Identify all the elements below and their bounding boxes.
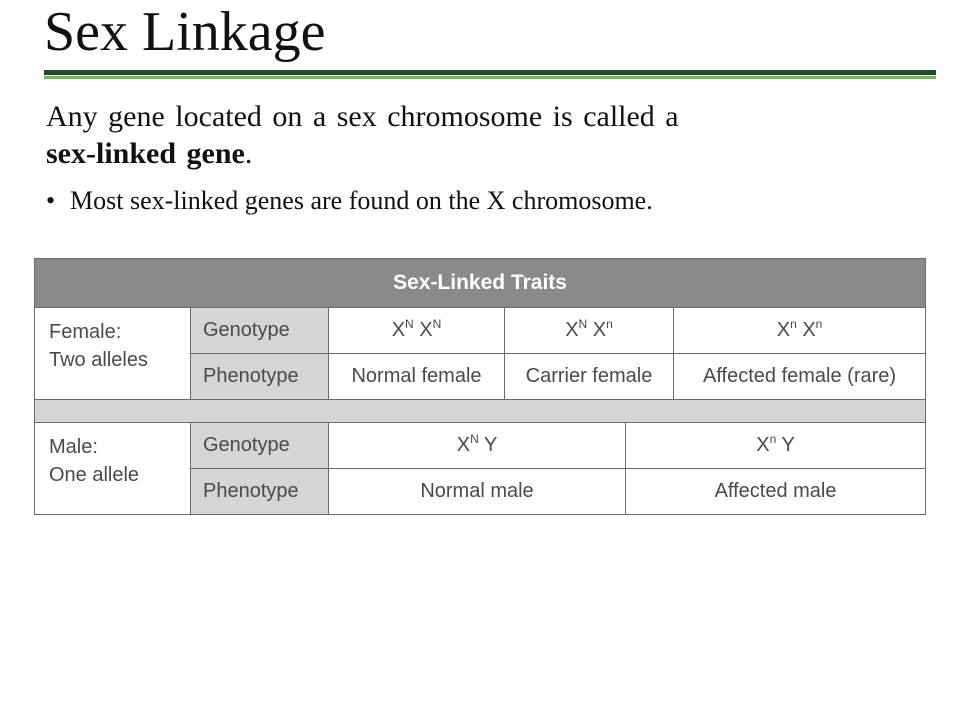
table-divider-row [35,400,926,423]
title-rule-dark [44,70,936,75]
male-phenotype-cell: Affected male [626,469,926,515]
male-genotype-cell: $X^N$ Y [329,423,626,469]
female-phenotype-label: Phenotype [191,354,329,400]
female-genotype-cell: $X^n$ $X^n$ [674,308,926,354]
female-phenotype-cell: Affected female (rare) [674,354,926,400]
sex-linked-traits-table [34,258,926,515]
table-title: Sex-Linked Traits [35,259,926,308]
female-genotype-label: Genotype [191,308,329,354]
female-genotype-cell: $X^N$ $X^n$ [505,308,674,354]
male-phenotype-label: Phenotype [191,469,329,515]
female-genotype-cell: $X^N$ $X^N$ [329,308,505,354]
male-phenotype-cell: Normal male [329,469,626,515]
male-genotype-label: Genotype [191,423,329,469]
slide-title: Sex Linkage [44,1,326,63]
female-phenotype-cell: Normal female [329,354,505,400]
female-group-cell [35,308,191,400]
male-group-label: Male: [49,436,98,458]
intro-line-1: Any gene located on a sex chromosome is called a [46,100,679,133]
female-phenotype-cell: Carrier female [505,354,674,400]
title-rule-light [44,76,936,79]
bullet-text: Most sex-linked genes are found on the X chromosome. [70,186,653,215]
female-group-label: Female: [49,321,122,343]
male-genotype-row [35,423,926,469]
intro-paragraph [46,98,846,172]
female-genotype-row [35,308,926,354]
male-genotype-cell: $X^n$ Y [626,423,926,469]
male-group-sublabel: One allele [49,464,140,486]
bullet-marker: • [46,186,56,215]
bullet-point [46,185,653,217]
table-divider [35,400,926,423]
female-group-sublabel: Two alleles [49,349,148,371]
intro-end: . [244,137,253,170]
male-group-cell [35,423,191,515]
intro-term: sex-linked gene [46,137,245,170]
intro-line-2 [46,135,846,172]
